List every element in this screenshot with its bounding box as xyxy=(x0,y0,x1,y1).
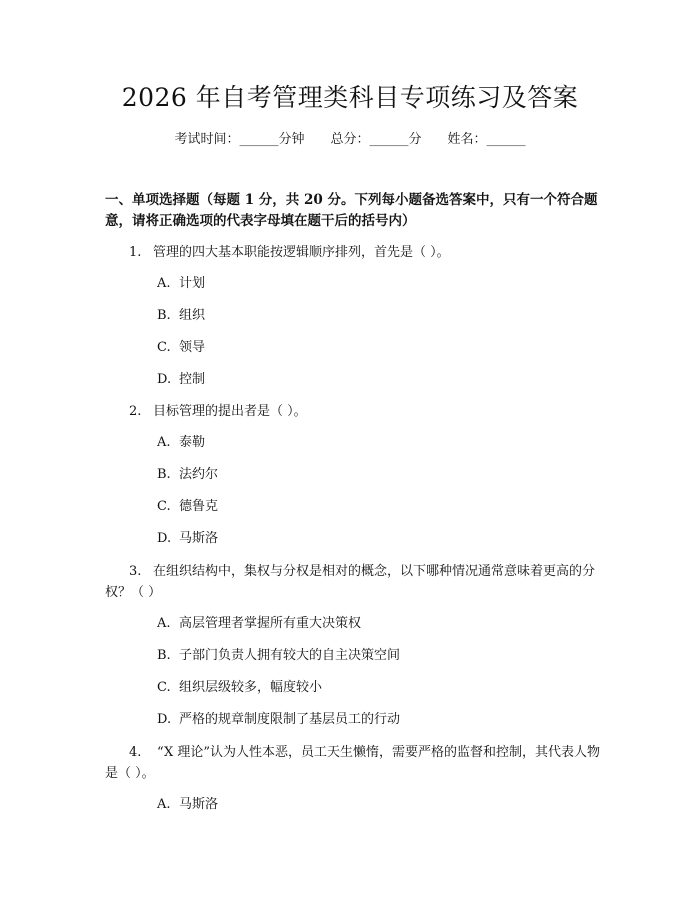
question-number: 3. xyxy=(129,564,142,579)
option-3c xyxy=(157,678,597,698)
option-text: 泰勒 xyxy=(179,435,206,450)
option-1c xyxy=(157,338,597,358)
question-text: “X 理论”认为人性本恶，员工天生懒惰，需要严格的监督和控制，其代表人物是（ ）。 xyxy=(105,745,601,781)
option-letter: D. xyxy=(157,712,172,727)
question-2 xyxy=(105,401,605,422)
option-text: 高层管理者掌握所有重大决策权 xyxy=(179,616,362,631)
option-letter: B. xyxy=(157,648,171,663)
option-2b xyxy=(157,465,597,485)
question-3 xyxy=(105,561,605,603)
option-text: 德鲁克 xyxy=(179,499,219,514)
option-letter: A. xyxy=(157,276,171,291)
option-text: 子部门负责人拥有较大的自主决策空间 xyxy=(179,648,401,663)
option-4a xyxy=(157,795,597,815)
option-3d xyxy=(157,710,597,730)
option-text: 领导 xyxy=(179,340,206,355)
option-letter: B. xyxy=(157,467,171,482)
option-1b xyxy=(157,306,597,326)
option-letter: D. xyxy=(157,531,172,546)
option-2a xyxy=(157,433,597,453)
option-text: 法约尔 xyxy=(179,467,219,482)
exam-time-label: 考试时间：______分钟 xyxy=(174,132,305,147)
option-letter: A. xyxy=(157,797,171,812)
option-text: 严格的规章制度限制了基层员工的行动 xyxy=(179,712,401,727)
option-text: 控制 xyxy=(179,372,206,387)
option-text: 马斯洛 xyxy=(179,531,219,546)
name-label: 姓名：______ xyxy=(447,132,526,147)
document-title: 2026 年自考管理类科目专项练习及答案 xyxy=(121,83,579,112)
option-2d xyxy=(157,529,597,549)
option-letter: C. xyxy=(157,680,171,695)
option-1a xyxy=(157,274,597,294)
option-letter: C. xyxy=(157,499,171,514)
option-2c xyxy=(157,497,597,517)
option-text: 马斯洛 xyxy=(179,797,219,812)
option-text: 计划 xyxy=(179,276,206,291)
option-letter: A. xyxy=(157,616,171,631)
option-1d xyxy=(157,370,597,390)
exam-info-row xyxy=(0,130,700,150)
option-text: 组织 xyxy=(179,308,206,323)
question-number: 1. xyxy=(129,245,142,260)
option-letter: D. xyxy=(157,372,172,387)
question-text: 管理的四大基本职能按逻辑顺序排列，首先是（ ）。 xyxy=(153,245,450,260)
option-letter: B. xyxy=(157,308,171,323)
question-number: 2. xyxy=(129,404,142,419)
total-score-label: 总分：______分 xyxy=(330,132,422,147)
option-3b xyxy=(157,646,597,666)
question-text: 在组织结构中，集权与分权是相对的概念，以下哪种情况通常意味着更高的分权？（ ） xyxy=(105,564,596,600)
question-1 xyxy=(105,242,605,263)
question-4 xyxy=(105,742,605,784)
option-letter: C. xyxy=(157,340,171,355)
option-letter: A. xyxy=(157,435,171,450)
question-text: 目标管理的提出者是（ ）。 xyxy=(153,404,307,419)
question-number: 4. xyxy=(129,745,142,760)
option-3a xyxy=(157,614,597,634)
option-text: 组织层级较多，幅度较小 xyxy=(179,680,323,695)
section-heading: 一、单项选择题（每题 1 分，共 20 分。下列每小题备选答案中，只有一个符合题意，请将正确选项的代表字母填在题干后的括号内） xyxy=(105,192,598,229)
